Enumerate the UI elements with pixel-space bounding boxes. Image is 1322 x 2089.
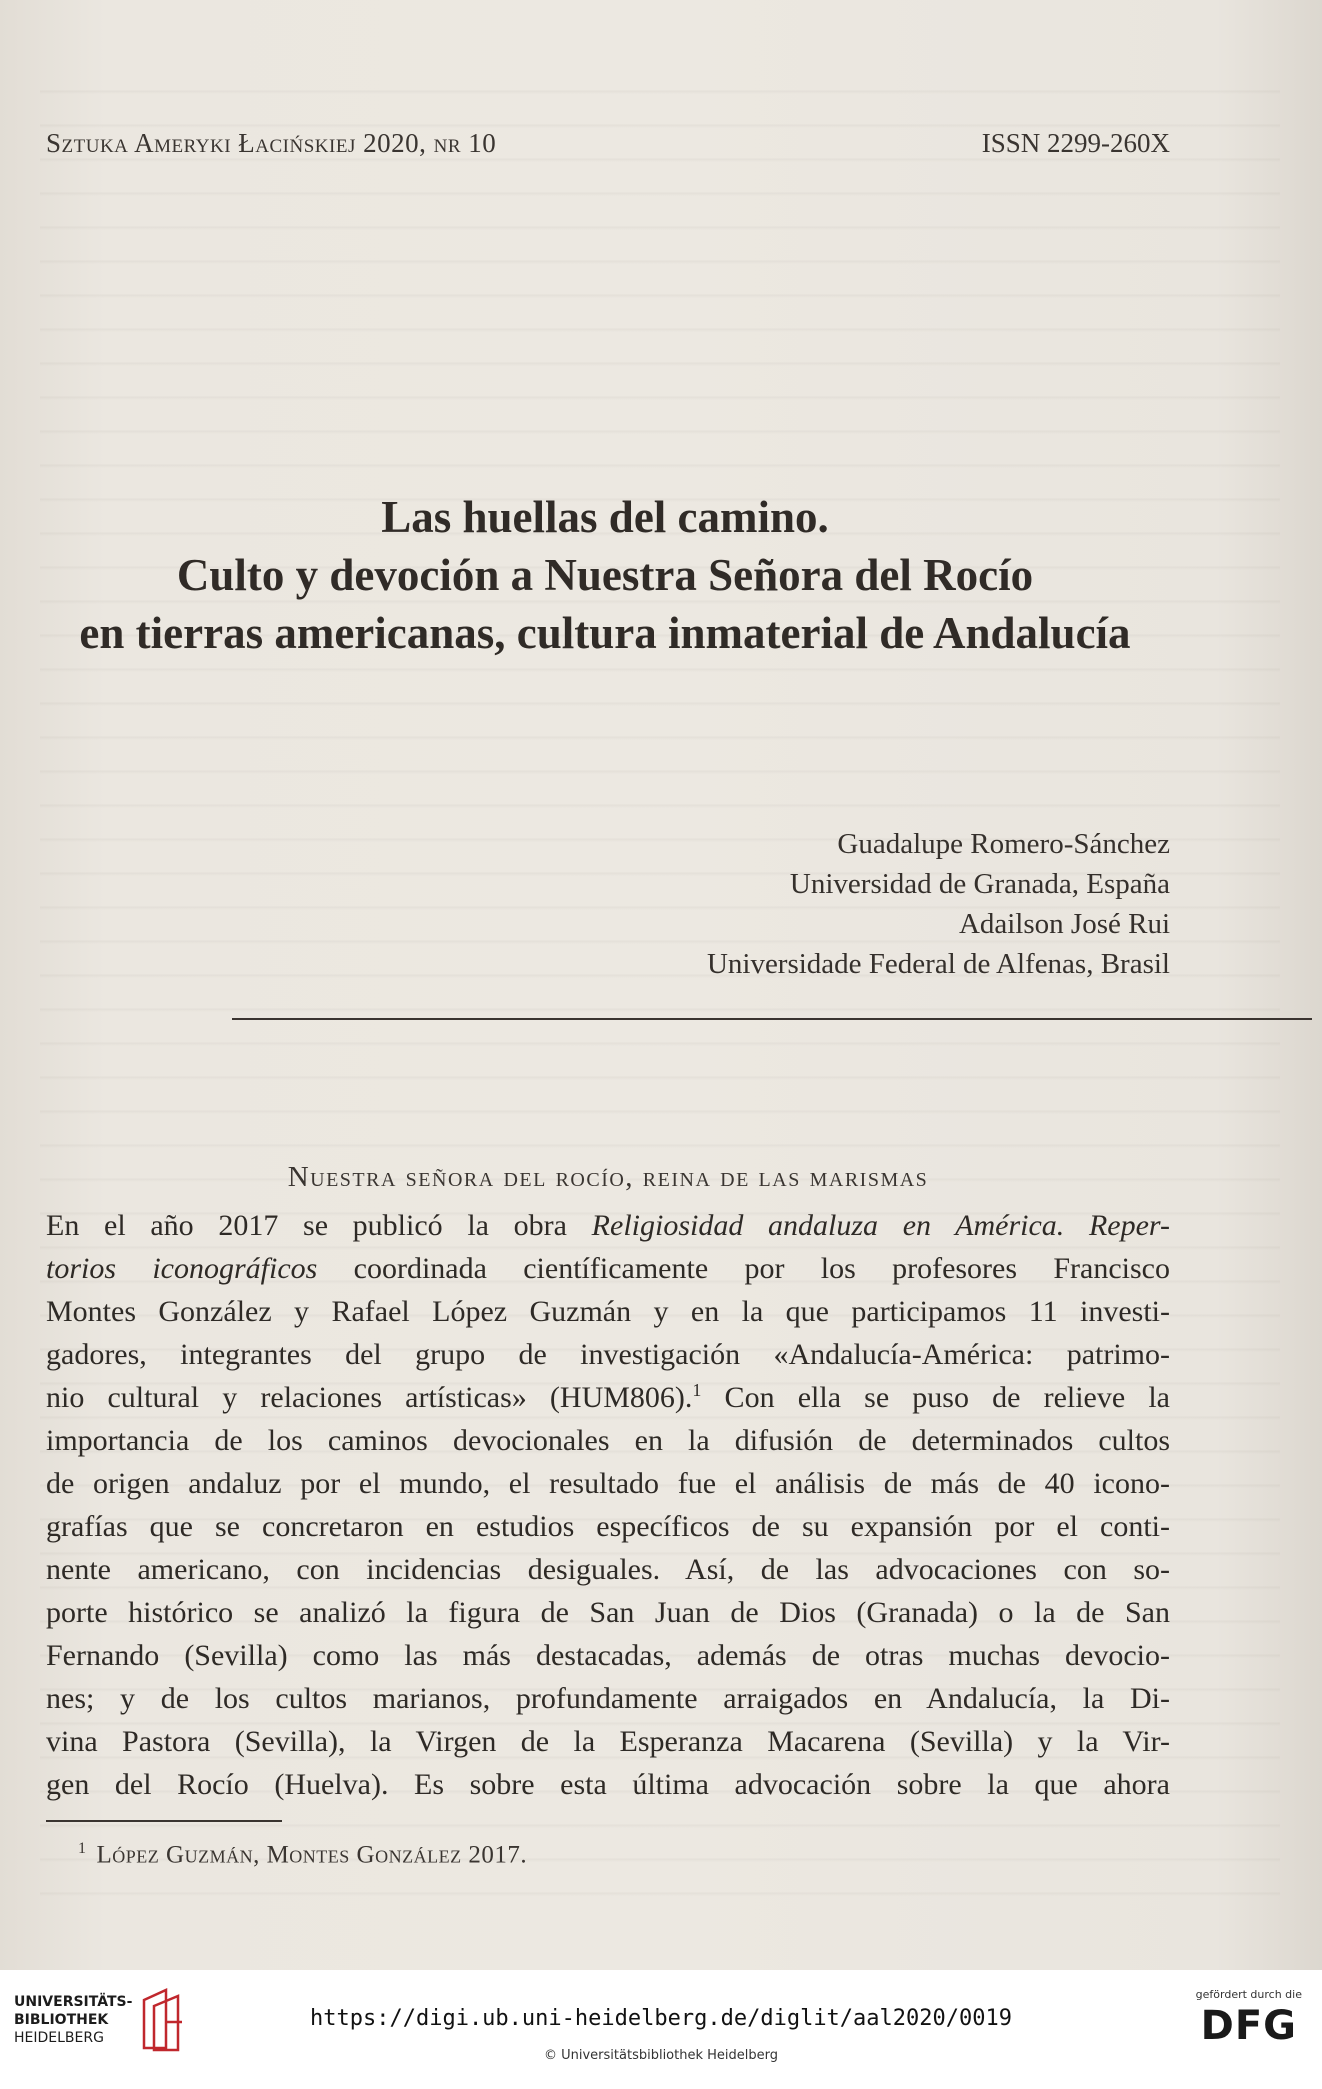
text-line: de origen andaluz por el mundo, el resultado fue el análisis de más de 40 icono- — [46, 1467, 1170, 1500]
footnote-reference[interactable]: 1 — [692, 1380, 702, 1400]
text-run: Con ella se puso de relieve la — [701, 1381, 1170, 1414]
text-line: importancia de los caminos devocionales en la difusión de determinados cultos — [46, 1424, 1170, 1457]
running-head — [46, 128, 1170, 159]
permalink-url[interactable]: https://digi.ub.uni-heidelberg.de/diglit/aal2020/0019 — [310, 2006, 1012, 2031]
text-line: vina Pastora (Sevilla), la Virgen de la Esperanza Macarena (Sevilla) y la Vir- — [46, 1725, 1170, 1758]
text-line: nes; y de los cultos marianos, profundamente arraigados en Andalucía, la Di- — [46, 1682, 1170, 1715]
library-name-line: UNIVERSITÄTS- — [14, 1994, 133, 2010]
footnote — [78, 1840, 527, 1869]
italic-title: torios iconográficos — [46, 1252, 318, 1285]
funder-logo[interactable] — [1196, 1988, 1302, 2049]
footnote-text: López Guzmán, Montes González 2017. — [96, 1841, 528, 1869]
text-line — [46, 1204, 1170, 1247]
library-name-line: HEIDELBERG — [14, 2030, 104, 2046]
copyright-notice: © Universitätsbibliothek Heidelberg — [543, 2048, 778, 2063]
issn: ISSN 2299-260X — [981, 128, 1170, 158]
text-run: nio cultural y relaciones artísticas» (HUM806). — [46, 1381, 693, 1414]
author-name: Adailson José Rui — [958, 908, 1170, 940]
author-affiliation: Universidad de Granada, España — [789, 868, 1170, 900]
author-name: Guadalupe Romero-Sánchez — [837, 828, 1170, 860]
text-line: grafías que se concretaron en estudios específicos de su expansión por el conti- — [46, 1510, 1170, 1543]
article-title — [40, 488, 1170, 662]
author-divider — [232, 1018, 1312, 1020]
author-block — [470, 824, 1170, 984]
italic-title: Religiosidad andaluza en América. Reper- — [591, 1209, 1170, 1242]
text-line: gen del Rocío (Huelva). Es sobre esta última advocación sobre la que ahora — [46, 1768, 1170, 1801]
text-line: Fernando (Sevilla) como las más destacadas, además de otras muchas devocio- — [46, 1639, 1170, 1672]
footnote-number: 1 — [78, 1840, 87, 1857]
viewer-footer — [0, 1970, 1322, 2089]
text-line: porte histórico se analizó la figura de San Juan de Dios (Granada) o la de San — [46, 1596, 1170, 1629]
library-name-line: BIBLIOTHEK — [14, 2012, 109, 2028]
text-run: En el año 2017 se publicó la obra — [46, 1209, 592, 1242]
author-affiliation: Universidade Federal de Alfenas, Brasil — [706, 948, 1170, 980]
footnote-divider — [46, 1820, 282, 1822]
body-paragraph — [46, 1204, 1170, 1806]
section-heading: Nuestra señora del rocío, reina de las marismas — [287, 1161, 929, 1193]
dfg-logo-icon: DFG — [1200, 2003, 1298, 2049]
funding-note: gefördert durch die — [1195, 1988, 1302, 2001]
text-line: Montes González y Rafael López Guzmán y en la que participamos 11 investi- — [46, 1295, 1170, 1328]
title-line: Las huellas del camino. — [381, 492, 829, 542]
text-line — [46, 1376, 1170, 1419]
text-line: gadores, integrantes del grupo de investigación «Andalucía-América: patrimo- — [46, 1338, 1170, 1371]
text-line — [46, 1247, 1170, 1290]
title-line: en tierras americanas, cultura inmaterial de Andalucía — [79, 608, 1131, 658]
text-line: nente americano, con incidencias desiguales. Así, de las advocaciones con so- — [46, 1553, 1170, 1586]
journal-name: Sztuka Ameryki Łacińskiej 2020, nr 10 — [46, 128, 497, 158]
title-line: Culto y devoción a Nuestra Señora del Rocío — [176, 550, 1034, 600]
text-run: coordinada científicamente por los profesores Francisco — [317, 1252, 1170, 1285]
